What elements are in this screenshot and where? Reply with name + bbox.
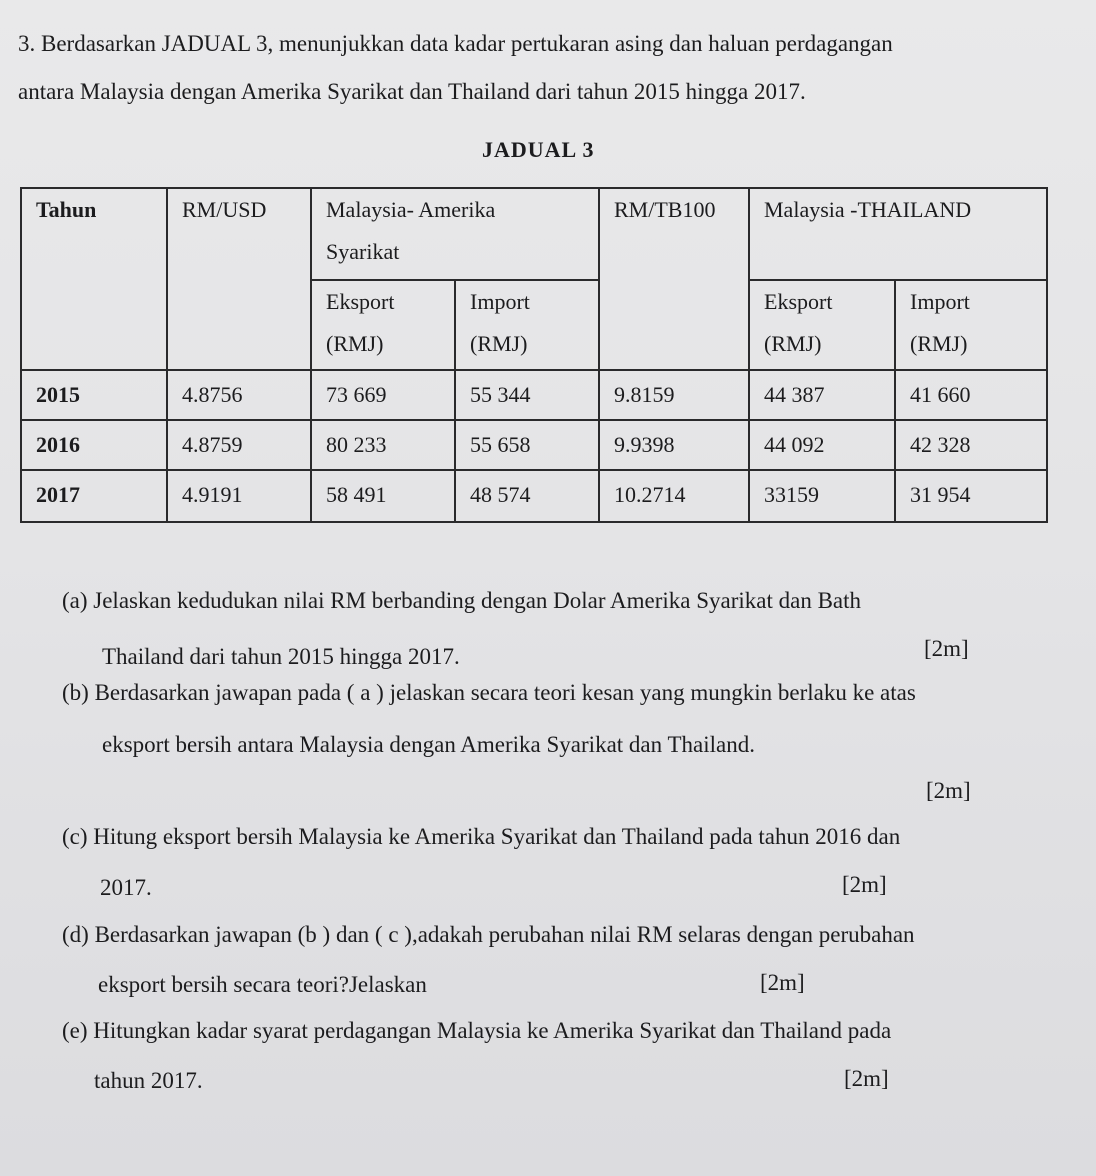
question-a-marks: [2m] bbox=[924, 636, 969, 661]
header-malaysia-thailand: Malaysia -THAILAND bbox=[749, 188, 1047, 280]
cell-rm-tb: 9.9398 bbox=[599, 420, 749, 470]
question-b-line-2: eksport bersih antara Malaysia dengan Amerika Syarikat dan Thailand. bbox=[102, 732, 755, 757]
question-b-line-1: (b) Berdasarkan jawapan pada ( a ) jelaskan secara teori kesan yang mungkin berlaku ke atas bbox=[62, 680, 916, 705]
cell-as-eksport: 73 669 bbox=[311, 370, 455, 420]
cell-as-eksport: 80 233 bbox=[311, 420, 455, 470]
cell-as-eksport: 58 491 bbox=[311, 470, 455, 522]
header-as-eksport: Eksport (RMJ) bbox=[311, 280, 455, 370]
table-title: JADUAL 3 bbox=[482, 137, 595, 162]
cell-tahun: 2017 bbox=[21, 470, 167, 522]
intro-line-1: 3. Berdasarkan JADUAL 3, menunjukkan data kadar pertukaran asing dan haluan perdagangan bbox=[18, 31, 893, 56]
cell-th-import: 42 328 bbox=[895, 420, 1047, 470]
cell-rm-usd: 4.9191 bbox=[167, 470, 311, 522]
cell-rm-usd: 4.8759 bbox=[167, 420, 311, 470]
cell-th-eksport: 33159 bbox=[749, 470, 895, 522]
cell-as-import: 48 574 bbox=[455, 470, 599, 522]
question-e-line-1: (e) Hitungkan kadar syarat perdagangan Malaysia ke Amerika Syarikat dan Thailand pada bbox=[62, 1018, 892, 1043]
cell-th-import: 41 660 bbox=[895, 370, 1047, 420]
question-d-line-1: (d) Berdasarkan jawapan (b ) dan ( c ),adakah perubahan nilai RM selaras dengan perubahan bbox=[62, 922, 915, 947]
cell-th-eksport: 44 092 bbox=[749, 420, 895, 470]
header-malaysia-amerika: Malaysia- Amerika Syarikat bbox=[311, 188, 599, 280]
question-e-marks: [2m] bbox=[844, 1066, 889, 1091]
cell-tahun: 2016 bbox=[21, 420, 167, 470]
header-as-import: Import (RMJ) bbox=[455, 280, 599, 370]
header-rm-tb100: RM/TB100 bbox=[599, 188, 749, 370]
exchange-trade-table bbox=[20, 187, 1048, 523]
cell-th-import: 31 954 bbox=[895, 470, 1047, 522]
cell-as-import: 55 344 bbox=[455, 370, 599, 420]
cell-rm-usd: 4.8756 bbox=[167, 370, 311, 420]
question-e-line-2: tahun 2017. bbox=[94, 1068, 203, 1093]
question-c-marks: [2m] bbox=[842, 872, 887, 897]
cell-rm-tb: 9.8159 bbox=[599, 370, 749, 420]
header-rm-usd: RM/USD bbox=[167, 188, 311, 370]
question-d-line-2: eksport bersih secara teori?Jelaskan bbox=[98, 972, 427, 997]
table-row bbox=[21, 470, 1047, 522]
header-th-eksport: Eksport (RMJ) bbox=[749, 280, 895, 370]
cell-th-eksport: 44 387 bbox=[749, 370, 895, 420]
header-th-import: Import (RMJ) bbox=[895, 280, 1047, 370]
cell-tahun: 2015 bbox=[21, 370, 167, 420]
question-b-marks: [2m] bbox=[926, 778, 971, 803]
header-tahun: Tahun bbox=[21, 188, 167, 370]
table-row bbox=[21, 370, 1047, 420]
question-a-line-2: Thailand dari tahun 2015 hingga 2017. bbox=[102, 644, 460, 669]
question-c-line-1: (c) Hitung eksport bersih Malaysia ke Amerika Syarikat dan Thailand pada tahun 2016 dan bbox=[62, 824, 901, 849]
question-a-line-1: (a) Jelaskan kedudukan nilai RM berbanding dengan Dolar Amerika Syarikat dan Bath bbox=[62, 588, 862, 613]
table-row bbox=[21, 420, 1047, 470]
question-c-line-2: 2017. bbox=[100, 875, 152, 900]
intro-line-2: antara Malaysia dengan Amerika Syarikat dan Thailand dari tahun 2015 hingga 2017. bbox=[18, 79, 806, 104]
cell-as-import: 55 658 bbox=[455, 420, 599, 470]
cell-rm-tb: 10.2714 bbox=[599, 470, 749, 522]
question-d-marks: [2m] bbox=[760, 970, 805, 995]
